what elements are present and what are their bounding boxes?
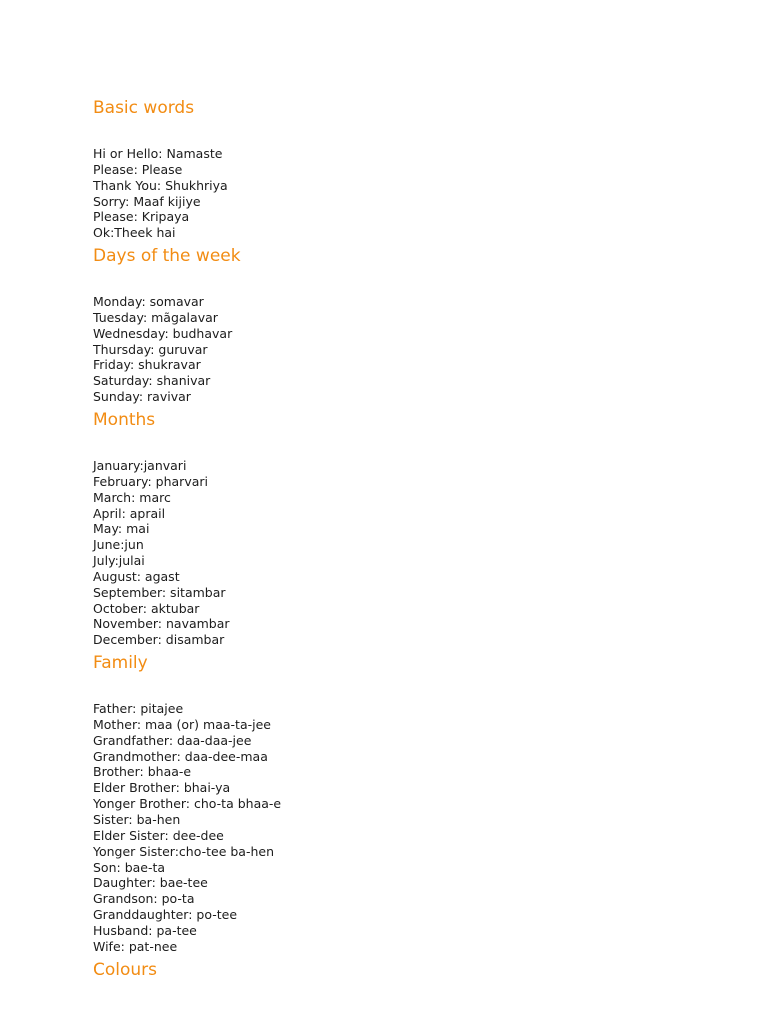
word-list [93,701,693,955]
list-item: Grandfather: daa-daa-jee [93,732,252,748]
list-item: Thank You: Shukhriya [93,177,228,193]
list-item: Thursday: guruvar [93,341,208,357]
word-list [93,458,693,648]
list-item: Father: pitajee [93,701,184,717]
word-list [93,294,693,405]
list-item: Friday: shukravar [93,357,201,373]
list-item: Elder Sister: dee-dee [93,827,224,843]
list-item: Granddaughter: po-tee [93,907,238,923]
list-item: Grandson: po-ta [93,891,195,907]
list-item: April: aprail [93,505,166,521]
list-item: Sunday: ravivar [93,389,191,405]
section-months [93,408,693,651]
list-item: May: mai [93,521,150,537]
list-item: September: sitambar [93,584,226,600]
section-heading: Days of the week [93,246,241,267]
list-item: October: aktubar [93,600,200,616]
list-item: Husband: pa-tee [93,922,197,938]
list-item: Grandmother: daa-dee-maa [93,748,268,764]
section-days-of-the-week [93,244,693,408]
list-item: Sorry: Maaf kijiye [93,193,201,209]
document-page [93,96,693,982]
list-item: Wife: pat-nee [93,938,178,954]
list-item: Yonger Sister:cho-tee ba-hen [93,843,275,859]
section-family [93,651,693,958]
section-heading: Colours [93,959,158,980]
list-item: July:julai [93,553,145,569]
list-item: January:janvari [93,457,187,473]
list-item: Ok:Theek hai [93,225,176,241]
section-heading: Basic words [93,98,195,118]
list-item: Please: Kripaya [93,209,190,225]
section-colours [93,958,693,982]
list-item: Son: bae-ta [93,859,166,875]
list-item: December: disambar [93,632,225,648]
list-item: Hi or Hello: Namaste [93,146,223,161]
list-item: Elder Brother: bhai-ya [93,780,231,796]
list-item: August: agast [93,568,180,584]
list-item: Please: Please [93,161,183,177]
list-item: Yonger Brother: cho-ta bhaa-e [93,796,282,812]
list-item: Daughter: bae-tee [93,875,208,891]
section-heading: Family [93,653,148,674]
list-item: November: navambar [93,616,230,632]
list-item: Mother: maa (or) maa-ta-jee [93,716,271,732]
list-item: Brother: bhaa-e [93,764,192,780]
list-item: Tuesday: mãgalavar [93,309,218,325]
list-item: Monday: somavar [93,294,204,310]
list-item: February: pharvari [93,473,208,489]
list-item: March: marc [93,489,171,505]
section-heading: Months [93,409,156,430]
list-item: Wednesday: budhavar [93,325,233,341]
word-list [93,146,693,241]
list-item: Sister: ba-hen [93,812,181,827]
list-item: Saturday: shanivar [93,373,211,389]
list-item: June:jun [93,537,144,553]
section-basic-words [93,96,693,244]
